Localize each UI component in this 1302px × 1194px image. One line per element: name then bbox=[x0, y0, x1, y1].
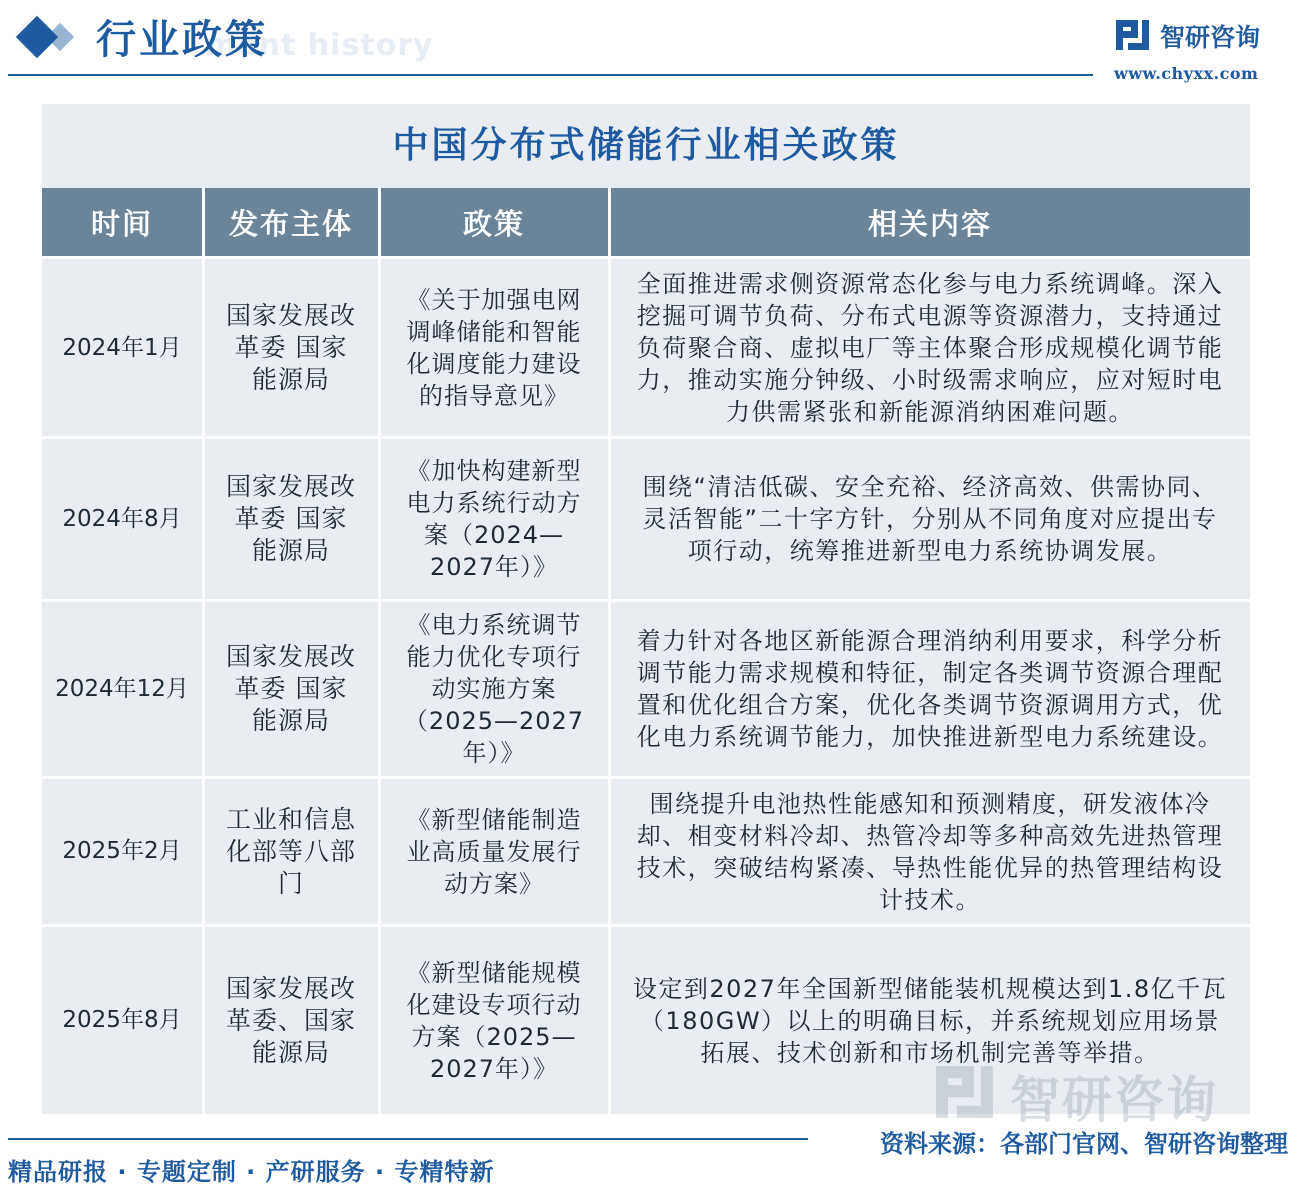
page-title: 行业政策 bbox=[96, 17, 268, 63]
cell-content: 围绕“清洁低碳、安全充裕、经济高效、供需协同、灵活智能”二十字方针，分别从不同角度对应提出专项行动，统筹推进新型电力系统协调发展。 bbox=[642, 473, 1218, 565]
cell-policy: 《加快构建新型电力系统行动方案（2024—2027年）》 bbox=[406, 457, 582, 581]
cell-org: 国家发展改革委 国家能源局 bbox=[225, 301, 356, 394]
source-note: 资料来源：各部门官网、智研咨询整理 bbox=[880, 1130, 1288, 1158]
brand-logo-icon bbox=[1116, 20, 1152, 50]
cell-content: 着力针对各地区新能源合理消纳利用要求，科学分析调节能力需求规模和特征，制定各类调节资源合理配置和优化组合方案，优化各类调节资源调用方式，优化电力系统调节能力，加快推进新型电力系统建设。 bbox=[636, 627, 1224, 751]
cell-org: 国家发展改革委、国家能源局 bbox=[225, 973, 356, 1067]
brand-url: www.chyxx.com bbox=[1114, 64, 1259, 83]
table-row bbox=[42, 602, 1250, 776]
cell-time: 2024年12月 bbox=[55, 675, 189, 702]
table-row bbox=[42, 779, 1250, 924]
cell-content: 围绕提升电池热性能感知和预测精度，研发液体冷却、相变材料冷却、热管冷却等多种高效先进热管理技术，突破结构紧凑、导热性能优异的热管理结构设计技术。 bbox=[636, 789, 1224, 914]
cell-org: 国家发展改革委 国家能源局 bbox=[225, 642, 356, 735]
col-header-policy: 政策 bbox=[462, 206, 525, 241]
cell-policy: 《电力系统调节能力优化专项行动实施方案（2025—2027年）》 bbox=[403, 611, 585, 767]
table-row bbox=[42, 260, 1250, 436]
cell-time: 2024年1月 bbox=[62, 334, 182, 361]
page-header bbox=[0, 0, 1302, 90]
cell-time: 2025年8月 bbox=[62, 1007, 182, 1033]
footer-divider bbox=[8, 1138, 808, 1140]
header-row-divider bbox=[42, 256, 1250, 259]
table-header-row bbox=[42, 188, 1250, 256]
col-divider bbox=[378, 188, 381, 1114]
header-divider bbox=[8, 74, 1093, 76]
cell-content: 设定到2027年全国新型储能装机规模达到1.8亿千瓦（180GW）以上的明确目标，并系统规划应用场景拓展、技术创新和市场机制完善等举措。 bbox=[632, 974, 1228, 1067]
cell-time: 2025年2月 bbox=[62, 838, 182, 864]
cell-policy: 《关于加强电网调峰储能和智能化调度能力建设的指导意见》 bbox=[406, 286, 582, 410]
col-divider bbox=[202, 188, 205, 1114]
col-divider bbox=[608, 188, 611, 1114]
cell-policy: 《新型储能规模化建设专项行动方案（2025—2027年）》 bbox=[406, 958, 582, 1083]
cell-time: 2024年8月 bbox=[62, 505, 182, 532]
cell-policy: 《新型储能制造业高质量发展行动方案》 bbox=[406, 805, 582, 898]
policy-table-panel bbox=[42, 104, 1250, 1114]
watermark-logo-icon bbox=[936, 1064, 998, 1120]
col-header-time: 时间 bbox=[90, 206, 153, 241]
cell-org: 国家发展改革委 国家能源局 bbox=[225, 472, 356, 565]
ghost-watermark-text: ment history bbox=[205, 28, 434, 63]
table-row bbox=[42, 439, 1250, 599]
cell-content: 全面推进需求侧资源常态化参与电力系统调峰。深入挖掘可调节负荷、分布式电源等资源潜力，支持通过负荷聚合商、虚拟电厂等主体聚合形成规模化调节能力，推动实施分钟级、小时级需求响应，应对短时电力供需紧张和新能源消纳困难问题。 bbox=[636, 270, 1224, 426]
cell-org: 工业和信息化部等八部门 bbox=[225, 804, 356, 898]
col-header-content: 相关内容 bbox=[867, 206, 992, 241]
footer-slogan: 精品研报 · 专题定制 · 产研服务 · 专精特新 bbox=[8, 1158, 495, 1186]
col-header-org: 发布主体 bbox=[228, 206, 353, 241]
diamond-shadow-icon bbox=[46, 23, 74, 51]
table-title: 中国分布式储能行业相关政策 bbox=[392, 125, 900, 166]
watermark-text: 智研咨询 bbox=[1010, 1071, 1218, 1129]
brand-name: 智研咨询 bbox=[1160, 23, 1261, 52]
